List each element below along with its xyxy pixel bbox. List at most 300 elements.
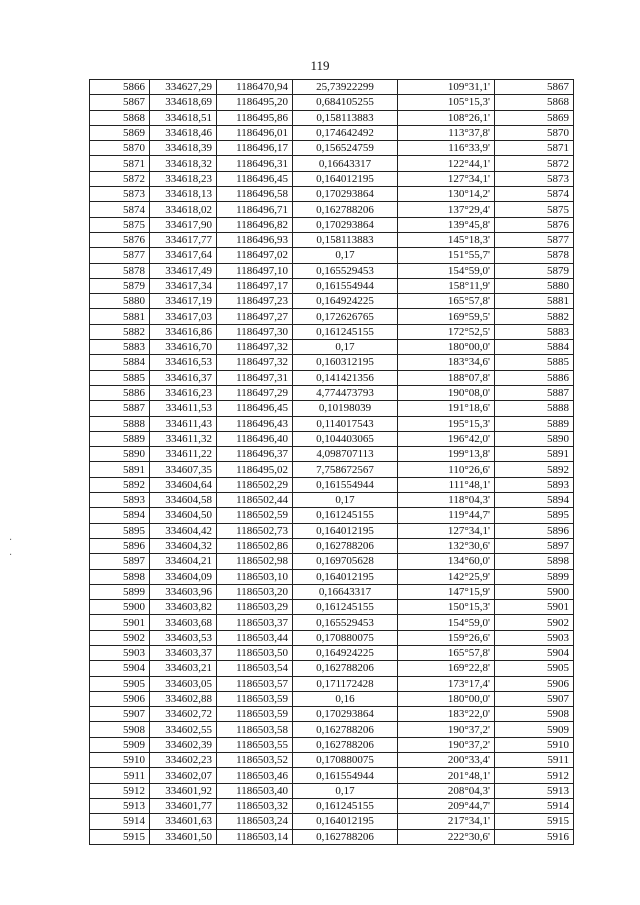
next-point-number-cell: 5907 [495,691,574,706]
y-coordinate-cell: 1186496,82 [217,217,293,232]
segment-length-cell: 0,174642492 [293,125,398,140]
segment-length-cell: 0,161554944 [293,477,398,492]
table-row [90,416,574,431]
margin-mark: · [9,550,13,561]
y-coordinate-cell: 1186503,54 [217,661,293,676]
x-coordinate-cell: 334617,34 [150,278,217,293]
segment-length-cell: 0,170880075 [293,753,398,768]
direction-angle-cell: 158°11,9' [398,278,495,293]
y-coordinate-cell: 1186503,59 [217,707,293,722]
point-number-cell: 5890 [90,447,150,462]
point-number-cell: 5873 [90,187,150,202]
direction-angle-cell: 209°44,7' [398,798,495,813]
next-point-number-cell: 5873 [495,171,574,186]
next-point-number-cell: 5886 [495,370,574,385]
segment-length-cell: 0,170293864 [293,187,398,202]
point-number-cell: 5908 [90,722,150,737]
x-coordinate-cell: 334603,96 [150,584,217,599]
next-point-number-cell: 5880 [495,278,574,293]
y-coordinate-cell: 1186503,46 [217,768,293,783]
x-coordinate-cell: 334618,51 [150,110,217,125]
y-coordinate-cell: 1186470,94 [217,80,293,95]
direction-angle-cell: 108°26,1' [398,110,495,125]
x-coordinate-cell: 334617,64 [150,248,217,263]
y-coordinate-cell: 1186502,98 [217,554,293,569]
point-number-cell: 5892 [90,477,150,492]
x-coordinate-cell: 334627,29 [150,80,217,95]
x-coordinate-cell: 334603,21 [150,661,217,676]
direction-angle-cell: 154°59,0' [398,615,495,630]
table-row [90,110,574,125]
y-coordinate-cell: 1186497,23 [217,294,293,309]
direction-angle-cell: 217°34,1' [398,814,495,829]
point-number-cell: 5913 [90,798,150,813]
y-coordinate-cell: 1186496,40 [217,431,293,446]
y-coordinate-cell: 1186503,57 [217,676,293,691]
table-row [90,202,574,217]
segment-length-cell: 0,171172428 [293,676,398,691]
point-number-cell: 5870 [90,141,150,156]
next-point-number-cell: 5887 [495,385,574,400]
point-number-cell: 5912 [90,783,150,798]
table-row [90,737,574,752]
next-point-number-cell: 5899 [495,569,574,584]
x-coordinate-cell: 334611,43 [150,416,217,431]
y-coordinate-cell: 1186502,73 [217,523,293,538]
segment-length-cell: 0,164012195 [293,569,398,584]
direction-angle-cell: 127°34,1' [398,171,495,186]
y-coordinate-cell: 1186503,44 [217,630,293,645]
next-point-number-cell: 5909 [495,722,574,737]
point-number-cell: 5914 [90,814,150,829]
next-point-number-cell: 5898 [495,554,574,569]
table-row [90,125,574,140]
point-number-cell: 5905 [90,676,150,691]
x-coordinate-cell: 334603,53 [150,630,217,645]
next-point-number-cell: 5885 [495,355,574,370]
table-row [90,538,574,553]
next-point-number-cell: 5895 [495,508,574,523]
table-row [90,340,574,355]
next-point-number-cell: 5879 [495,263,574,278]
table-row [90,615,574,630]
next-point-number-cell: 5869 [495,110,574,125]
next-point-number-cell: 5875 [495,202,574,217]
direction-angle-cell: 190°08,0' [398,385,495,400]
direction-angle-cell: 195°15,3' [398,416,495,431]
direction-angle-cell: 151°55,7' [398,248,495,263]
table-row [90,385,574,400]
y-coordinate-cell: 1186497,30 [217,324,293,339]
y-coordinate-cell: 1186496,01 [217,125,293,140]
direction-angle-cell: 159°26,6' [398,630,495,645]
next-point-number-cell: 5908 [495,707,574,722]
direction-angle-cell: 116°33,9' [398,141,495,156]
x-coordinate-cell: 334611,53 [150,401,217,416]
table-row [90,508,574,523]
table-row [90,294,574,309]
x-coordinate-cell: 334603,37 [150,645,217,660]
direction-angle-cell: 122°44,1' [398,156,495,171]
table-row [90,171,574,186]
segment-length-cell: 0,164012195 [293,523,398,538]
segment-length-cell: 0,161245155 [293,600,398,615]
segment-length-cell: 0,164012195 [293,171,398,186]
next-point-number-cell: 5888 [495,401,574,416]
table-row [90,248,574,263]
x-coordinate-cell: 334604,50 [150,508,217,523]
y-coordinate-cell: 1186503,55 [217,737,293,752]
next-point-number-cell: 5877 [495,232,574,247]
x-coordinate-cell: 334602,07 [150,768,217,783]
table-row [90,829,574,844]
table-row [90,493,574,508]
point-number-cell: 5882 [90,324,150,339]
table-row [90,707,574,722]
direction-angle-cell: 169°22,8' [398,661,495,676]
table-row [90,768,574,783]
point-number-cell: 5909 [90,737,150,752]
y-coordinate-cell: 1186495,02 [217,462,293,477]
segment-length-cell: 0,16643317 [293,156,398,171]
y-coordinate-cell: 1186497,10 [217,263,293,278]
direction-angle-cell: 130°14,2' [398,187,495,202]
coordinates-table [89,79,574,845]
x-coordinate-cell: 334602,55 [150,722,217,737]
segment-length-cell: 0,162788206 [293,722,398,737]
point-number-cell: 5884 [90,355,150,370]
segment-length-cell: 0,156524759 [293,141,398,156]
y-coordinate-cell: 1186503,40 [217,783,293,798]
table-row [90,691,574,706]
x-coordinate-cell: 334616,53 [150,355,217,370]
table-row [90,187,574,202]
direction-angle-cell: 190°37,2' [398,722,495,737]
segment-length-cell: 0,161554944 [293,768,398,783]
point-number-cell: 5866 [90,80,150,95]
next-point-number-cell: 5905 [495,661,574,676]
direction-angle-cell: 222°30,6' [398,829,495,844]
table-row [90,477,574,492]
table-row [90,401,574,416]
x-coordinate-cell: 334602,23 [150,753,217,768]
y-coordinate-cell: 1186503,24 [217,814,293,829]
direction-angle-cell: 150°15,3' [398,600,495,615]
x-coordinate-cell: 334617,77 [150,232,217,247]
next-point-number-cell: 5876 [495,217,574,232]
table-row [90,80,574,95]
direction-angle-cell: 105°15,3' [398,95,495,110]
page-number: 119 [310,58,330,73]
x-coordinate-cell: 334604,58 [150,493,217,508]
next-point-number-cell: 5897 [495,538,574,553]
next-point-number-cell: 5903 [495,630,574,645]
next-point-number-cell: 5881 [495,294,574,309]
segment-length-cell: 0,104403065 [293,431,398,446]
direction-angle-cell: 191°18,6' [398,401,495,416]
next-point-number-cell: 5867 [495,80,574,95]
x-coordinate-cell: 334604,09 [150,569,217,584]
segment-length-cell: 0,141421356 [293,370,398,385]
segment-length-cell: 4,098707113 [293,447,398,462]
y-coordinate-cell: 1186503,50 [217,645,293,660]
table-row [90,217,574,232]
table-row [90,141,574,156]
table-row [90,554,574,569]
x-coordinate-cell: 334611,22 [150,447,217,462]
x-coordinate-cell: 334618,46 [150,125,217,140]
y-coordinate-cell: 1186503,14 [217,829,293,844]
y-coordinate-cell: 1186497,02 [217,248,293,263]
y-coordinate-cell: 1186496,43 [217,416,293,431]
next-point-number-cell: 5884 [495,340,574,355]
next-point-number-cell: 5911 [495,753,574,768]
direction-angle-cell: 113°37,8' [398,125,495,140]
direction-angle-cell: 180°00,0' [398,691,495,706]
direction-angle-cell: 127°34,1' [398,523,495,538]
point-number-cell: 5867 [90,95,150,110]
next-point-number-cell: 5896 [495,523,574,538]
table-row [90,630,574,645]
next-point-number-cell: 5904 [495,645,574,660]
next-point-number-cell: 5868 [495,95,574,110]
point-number-cell: 5881 [90,309,150,324]
table-row [90,783,574,798]
x-coordinate-cell: 334617,03 [150,309,217,324]
direction-angle-cell: 134°60,0' [398,554,495,569]
table-row [90,447,574,462]
next-point-number-cell: 5874 [495,187,574,202]
direction-angle-cell: 110°26,6' [398,462,495,477]
segment-length-cell: 0,17 [293,783,398,798]
y-coordinate-cell: 1186503,52 [217,753,293,768]
point-number-cell: 5880 [90,294,150,309]
point-number-cell: 5915 [90,829,150,844]
next-point-number-cell: 5892 [495,462,574,477]
table-row [90,661,574,676]
segment-length-cell: 0,170293864 [293,707,398,722]
next-point-number-cell: 5889 [495,416,574,431]
coordinates-table-body [90,80,574,845]
y-coordinate-cell: 1186502,59 [217,508,293,523]
table-row [90,569,574,584]
segment-length-cell: 0,10198039 [293,401,398,416]
segment-length-cell: 0,170880075 [293,630,398,645]
y-coordinate-cell: 1186497,29 [217,385,293,400]
point-number-cell: 5879 [90,278,150,293]
x-coordinate-cell: 334607,35 [150,462,217,477]
next-point-number-cell: 5878 [495,248,574,263]
x-coordinate-cell: 334618,32 [150,156,217,171]
table-row [90,324,574,339]
table-row [90,462,574,477]
segment-length-cell: 0,161245155 [293,508,398,523]
y-coordinate-cell: 1186496,31 [217,156,293,171]
x-coordinate-cell: 334601,92 [150,783,217,798]
y-coordinate-cell: 1186503,29 [217,600,293,615]
next-point-number-cell: 5871 [495,141,574,156]
next-point-number-cell: 5893 [495,477,574,492]
direction-angle-cell: 196°42,0' [398,431,495,446]
direction-angle-cell: 142°25,9' [398,569,495,584]
next-point-number-cell: 5915 [495,814,574,829]
point-number-cell: 5876 [90,232,150,247]
y-coordinate-cell: 1186496,71 [217,202,293,217]
point-number-cell: 5911 [90,768,150,783]
y-coordinate-cell: 1186497,32 [217,355,293,370]
x-coordinate-cell: 334617,19 [150,294,217,309]
point-number-cell: 5889 [90,431,150,446]
x-coordinate-cell: 334602,39 [150,737,217,752]
x-coordinate-cell: 334616,70 [150,340,217,355]
point-number-cell: 5898 [90,569,150,584]
direction-angle-cell: 183°22,0' [398,707,495,722]
direction-angle-cell: 109°31,1' [398,80,495,95]
y-coordinate-cell: 1186495,20 [217,95,293,110]
point-number-cell: 5878 [90,263,150,278]
segment-length-cell: 4,774473793 [293,385,398,400]
point-number-cell: 5891 [90,462,150,477]
point-number-cell: 5907 [90,707,150,722]
segment-length-cell: 0,169705628 [293,554,398,569]
segment-length-cell: 0,161554944 [293,278,398,293]
next-point-number-cell: 5912 [495,768,574,783]
x-coordinate-cell: 334603,05 [150,676,217,691]
table-row [90,600,574,615]
x-coordinate-cell: 334601,63 [150,814,217,829]
segment-length-cell: 0,165529453 [293,263,398,278]
table-row [90,232,574,247]
segment-length-cell: 0,165529453 [293,615,398,630]
direction-angle-cell: 201°48,1' [398,768,495,783]
point-number-cell: 5900 [90,600,150,615]
table-row [90,95,574,110]
segment-length-cell: 0,17 [293,248,398,263]
segment-length-cell: 0,162788206 [293,202,398,217]
x-coordinate-cell: 334618,13 [150,187,217,202]
x-coordinate-cell: 334618,23 [150,171,217,186]
y-coordinate-cell: 1186495,86 [217,110,293,125]
direction-angle-cell: 132°30,6' [398,538,495,553]
y-coordinate-cell: 1186497,17 [217,278,293,293]
table-row [90,523,574,538]
y-coordinate-cell: 1186503,37 [217,615,293,630]
x-coordinate-cell: 334616,37 [150,370,217,385]
direction-angle-cell: 147°15,9' [398,584,495,599]
point-number-cell: 5877 [90,248,150,263]
segment-length-cell: 0,162788206 [293,737,398,752]
direction-angle-cell: 180°00,0' [398,340,495,355]
y-coordinate-cell: 1186496,37 [217,447,293,462]
y-coordinate-cell: 1186502,86 [217,538,293,553]
point-number-cell: 5874 [90,202,150,217]
segment-length-cell: 0,17 [293,493,398,508]
x-coordinate-cell: 334604,21 [150,554,217,569]
table-row [90,370,574,385]
x-coordinate-cell: 334604,32 [150,538,217,553]
next-point-number-cell: 5894 [495,493,574,508]
point-number-cell: 5903 [90,645,150,660]
margin-mark: · [9,535,13,546]
table-row [90,798,574,813]
x-coordinate-cell: 334616,23 [150,385,217,400]
point-number-cell: 5883 [90,340,150,355]
x-coordinate-cell: 334602,88 [150,691,217,706]
point-number-cell: 5887 [90,401,150,416]
point-number-cell: 5885 [90,370,150,385]
segment-length-cell: 0,161245155 [293,798,398,813]
y-coordinate-cell: 1186503,32 [217,798,293,813]
point-number-cell: 5869 [90,125,150,140]
point-number-cell: 5897 [90,554,150,569]
segment-length-cell: 0,158113883 [293,232,398,247]
segment-length-cell: 0,16643317 [293,584,398,599]
y-coordinate-cell: 1186496,58 [217,187,293,202]
direction-angle-cell: 118°04,3' [398,493,495,508]
segment-length-cell: 0,114017543 [293,416,398,431]
y-coordinate-cell: 1186496,17 [217,141,293,156]
table-row [90,355,574,370]
point-number-cell: 5888 [90,416,150,431]
x-coordinate-cell: 334617,90 [150,217,217,232]
segment-length-cell: 0,164924225 [293,645,398,660]
segment-length-cell: 7,758672567 [293,462,398,477]
segment-length-cell: 0,160312195 [293,355,398,370]
x-coordinate-cell: 334617,49 [150,263,217,278]
y-coordinate-cell: 1186502,44 [217,493,293,508]
next-point-number-cell: 5891 [495,447,574,462]
segment-length-cell: 0,16 [293,691,398,706]
direction-angle-cell: 145°18,3' [398,232,495,247]
point-number-cell: 5910 [90,753,150,768]
point-number-cell: 5895 [90,523,150,538]
direction-angle-cell: 173°17,4' [398,676,495,691]
next-point-number-cell: 5900 [495,584,574,599]
segment-length-cell: 0,162788206 [293,661,398,676]
segment-length-cell: 0,17 [293,340,398,355]
direction-angle-cell: 208°04,3' [398,783,495,798]
direction-angle-cell: 119°44,7' [398,508,495,523]
next-point-number-cell: 5883 [495,324,574,339]
segment-length-cell: 0,162788206 [293,538,398,553]
direction-angle-cell: 200°33,4' [398,753,495,768]
y-coordinate-cell: 1186497,31 [217,370,293,385]
x-coordinate-cell: 334602,72 [150,707,217,722]
point-number-cell: 5896 [90,538,150,553]
direction-angle-cell: 183°34,6' [398,355,495,370]
x-coordinate-cell: 334616,86 [150,324,217,339]
direction-angle-cell: 172°52,5' [398,324,495,339]
table-row [90,645,574,660]
y-coordinate-cell: 1186503,58 [217,722,293,737]
point-number-cell: 5894 [90,508,150,523]
point-number-cell: 5893 [90,493,150,508]
point-number-cell: 5872 [90,171,150,186]
segment-length-cell: 0,170293864 [293,217,398,232]
table-row [90,676,574,691]
point-number-cell: 5906 [90,691,150,706]
next-point-number-cell: 5910 [495,737,574,752]
segment-length-cell: 0,164924225 [293,294,398,309]
segment-length-cell: 0,164012195 [293,814,398,829]
x-coordinate-cell: 334601,50 [150,829,217,844]
next-point-number-cell: 5901 [495,600,574,615]
x-coordinate-cell: 334603,68 [150,615,217,630]
y-coordinate-cell: 1186502,29 [217,477,293,492]
segment-length-cell: 0,158113883 [293,110,398,125]
point-number-cell: 5886 [90,385,150,400]
segment-length-cell: 0,172626765 [293,309,398,324]
